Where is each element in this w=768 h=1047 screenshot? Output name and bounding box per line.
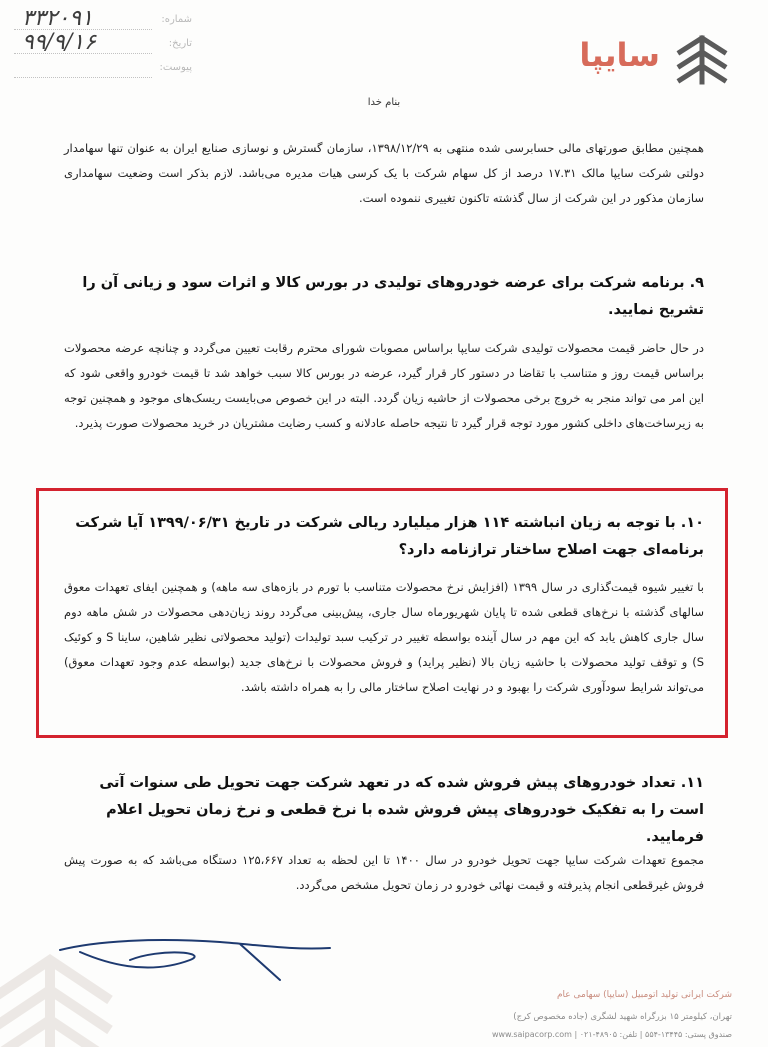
footer-contact: صندوق پستی: ۱۳۴۴۵-۵۵۴ | تلفن: ۴۸۹۰۵-۰۲۱ | www.saipacorp.com [491,1030,732,1039]
date-row [14,32,214,56]
attachment-row [14,56,214,80]
date-label: تاریخ: [168,38,192,49]
section-11-heading: ۱۱. تعداد خودروهای پیش فروش شده که در تعهد شرکت جهت تحویل طی سنوات آتی است را به تفکیک خودروهای پیش فروش شده با نرخ قطعی و نرخ زمان تحویل اعلام فرمایید. [99,775,704,845]
number-label: شماره: [161,14,192,25]
number-row [14,8,214,32]
letter-number: ۳۳۲۰۹۱ [22,6,93,31]
date-underline [14,53,152,54]
saipa-logo-icon [672,30,732,90]
section-9-body: در حال حاضر قیمت محصولات تولیدی شرکت سایپا براساس مصوبات شورای محترم رقابت تعیین می‌گردد و چنانچه عرضه محصولات براساس قیمت روز و متناسب با تقاضا در دستور کار قرار گیرد، عرضه در بورس کالا سبب خواهد شد تا قیمت خودرو واقعی شود که این امر می تواند منجر به خروج برخی محصولات از حاشیه زیان گردد. البته در این خصوص می‌بایست ریسک‌های موجود و همچنین توجه به زیرساخت‌های داخلی کشور مورد توجه قرار گیرد تا نتیجه حاصله عادلانه و کسب رضایت مشتریان در خرید محصولات صورت پذیرد. [64,341,704,430]
company-logo [540,30,740,90]
attachment-label: پیوست: [159,62,192,73]
section-9-heading: ۹. برنامه شرکت برای عرضه خودروهای تولیدی در بورس کالا و اثرات سود و زیانی آن را تشریح نمایید. [82,275,704,318]
section-11-body: مجموع تعهدات شرکت سایپا جهت تحویل خودرو در سال ۱۴۰۰ تا این لحظه به تعداد ۱۲۵،۶۶۷ دستگاه می‌باشد که به صورت پیش فروش غیرقطعی انجام پذیرفته و قیمت نهائی خودرو در زمان تحویل مشخص می‌گردد. [64,853,705,892]
section-10-heading: ۱۰. با توجه به زیان انباشته ۱۱۴ هزار میلیارد ریالی شرکت در تاریخ ۱۳۹۹/۰۶/۳۱ آیا شرکت برنامه‌ای جهت اصلاح ساختار ترازنامه دارد؟ [75,515,704,558]
footer-company: شرکت ایرانی تولید اتومبیل (سایپا) سهامی عام [556,990,732,1000]
basmala: بنام خدا [367,97,401,108]
letter-meta [14,8,214,80]
letter-date: ۹۹/۹/۱۶ [22,30,96,55]
saipa-watermark-icon [0,940,180,1047]
section-10-body: با تغییر شیوه قیمت‌گذاری در سال ۱۳۹۹ (افزایش نرخ محصولات متناسب با تورم در بازه‌های سه ماهه) و همچنین ایفای تعهدات معوق سالهای گذشته با نرخ‌های قطعی شده تا پایان شهریورماه سال جاری، پیش‌بینی می‌گردد روند زیان‌دهی محصولات در شش ماهه دوم سال جاری کاهش یابد که این مهم در سال آینده بواسطه تغییر در ترکیب سبد تولیدات (تولید محصولاتی نظیر شاهین، ساینا S و کوئیک S) و توقف تولید محصولات با حاشیه زیان بالا (نظیر پراید) و فروش محصولات با نرخ‌های جدید (بواسطه عدم وجود تعهدات معوق) می‌تواند شرایط سودآوری شرکت را بهبود و در نهایت اصلاح ساختار مالی را به همراه داشته باشد. [64,580,704,694]
logo-text: سایپا [579,36,660,74]
footer-address: تهران، کیلومتر ۱۵ بزرگراه شهید لشگری (جاده مخصوص کرج) [513,1012,732,1022]
intro-paragraph: همچنین مطابق صورتهای مالی حسابرسی شده منتهی به ۱۳۹۸/۱۲/۲۹، سازمان گسترش و نوسازی صنایع ایران به عنوان تنها سهامدار دولتی شرکت سایپا مالک ۱۷.۳۱ درصد از کل سهام شرکت با یک کرسی هیات مدیره می‌باشد. لازم بذکر است وضعیت سهامداری سازمان مذکور در این شرکت از سال گذشته تاکنون تغییری ننموده است. [64,141,705,205]
attachment-underline [14,77,152,78]
